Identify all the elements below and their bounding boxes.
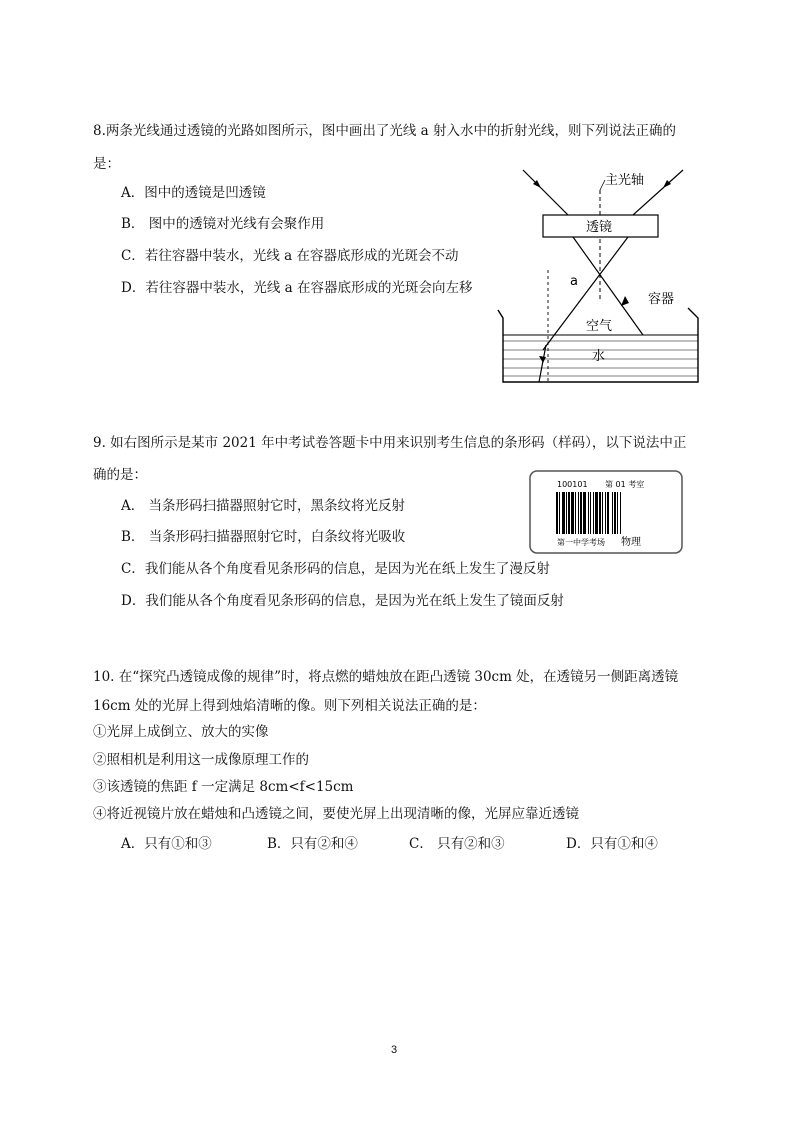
q9-option-a: A． 当条形码扫描器照射它时，黑条纹将光反射 [121, 498, 406, 514]
barcode-room: 第 01 考室 [605, 480, 645, 489]
ray-b-arrow [621, 296, 629, 306]
q10-choice-c: C． 只有②和③ [409, 836, 505, 852]
q10-stem-line2: 16cm 处的光屏上得到烛焰清晰的像。则下列相关说法正确的是： [93, 698, 486, 714]
axis-label: 主光轴 [605, 173, 645, 188]
barcode-bar [595, 492, 598, 534]
q9-option-b: B． 当条形码扫描器照射它时，白条纹将光吸收 [121, 529, 406, 545]
barcode-number: 100101 [557, 480, 588, 489]
barcode-bar [607, 492, 609, 534]
barcode-bar [556, 492, 558, 534]
barcode-bar [614, 492, 616, 534]
barcode-bar [559, 492, 560, 534]
barcode-bar [580, 492, 582, 534]
ray-a-arrow [539, 356, 546, 363]
container-label: 容器 [648, 292, 675, 307]
air-label: 空气 [586, 319, 613, 334]
q8-stem-line2: 是： [93, 156, 120, 172]
q8-option-c: C．若往容器中装水，光线 a 在容器底形成的光斑会不动 [121, 248, 459, 264]
barcode-bar [578, 492, 579, 534]
lens-label: 透镜 [586, 220, 613, 235]
barcode-bar [566, 492, 567, 534]
q10-choice-b: B．只有②和④ [267, 836, 358, 852]
q9-option-d: D．我们能从各个角度看见条形码的信息，是因为光在纸上发生了镜面反射 [121, 593, 564, 609]
q10-statement-1: ①光屏上成倒立、放大的实像 [93, 724, 269, 740]
barcode-bar [590, 492, 591, 534]
q8-option-a: A．图中的透镜是凹透镜 [121, 185, 266, 201]
barcode-bar [620, 492, 621, 534]
q10-statement-2: ②照相机是利用这一成像原理工作的 [93, 752, 309, 768]
barcode-bar [602, 492, 603, 534]
barcode-bar [617, 492, 618, 534]
barcode-bar [605, 492, 606, 534]
q8-option-d: D．若往容器中装水，光线 a 在容器底形成的光斑会向左移 [121, 280, 473, 296]
q9-stem-line1: 9. 如右图所示是某市 2021 年中考试卷答题卡中用来识别考生信息的条形码（样码），以下说法中正 [93, 435, 687, 451]
page-number: 3 [391, 1044, 398, 1056]
barcode-subject: 物理 [621, 537, 641, 548]
barcode-bar [612, 492, 613, 534]
barcode-bar [583, 492, 586, 534]
ray-a-refracted [539, 345, 546, 382]
ray-a-label: a [570, 274, 578, 289]
barcode-bar [575, 492, 576, 534]
q9-option-c: C．我们能从各个角度看见条形码的信息，是因为光在纸上发生了漫反射 [121, 561, 550, 577]
q8-stem-line1: 8.两条光线通过透镜的光路如图所示，图中画出了光线 a 射入水中的折射光线，则下列说法正确的 [93, 123, 677, 139]
barcode-bar [599, 492, 601, 534]
barcode-bar [593, 492, 594, 534]
q8-option-b: B． 图中的透镜对光线有会聚作用 [121, 216, 325, 232]
q8-lens-diagram [493, 160, 713, 390]
barcode-bar [571, 492, 574, 534]
q9-barcode-card [529, 470, 683, 554]
barcode-bar [562, 492, 565, 534]
q10-statement-3: ③该透镜的焦距 f 一定满足 8cm<f<15cm [93, 779, 354, 795]
water-label: 水 [592, 349, 606, 364]
barcode-bar [568, 492, 570, 534]
q9-stem-line2: 确的是： [93, 467, 147, 483]
barcode-bar [588, 492, 589, 534]
q10-stem-line1: 10. 在“探究凸透镜成像的规律”时，将点燃的蜡烛放在距凸透镜 30cm 处，在透镜另一侧距离透镜 [93, 669, 679, 685]
ray-left-in [523, 170, 568, 215]
q10-statement-4: ④将近视镜片放在蜡烛和凸透镜之间，要使光屏上出现清晰的像，光屏应靠近透镜 [93, 806, 579, 822]
q10-choice-d: D．只有①和④ [566, 836, 658, 852]
barcode-school: 第一中学考场 [557, 538, 605, 547]
q10-choice-a: A．只有①和③ [121, 836, 212, 852]
